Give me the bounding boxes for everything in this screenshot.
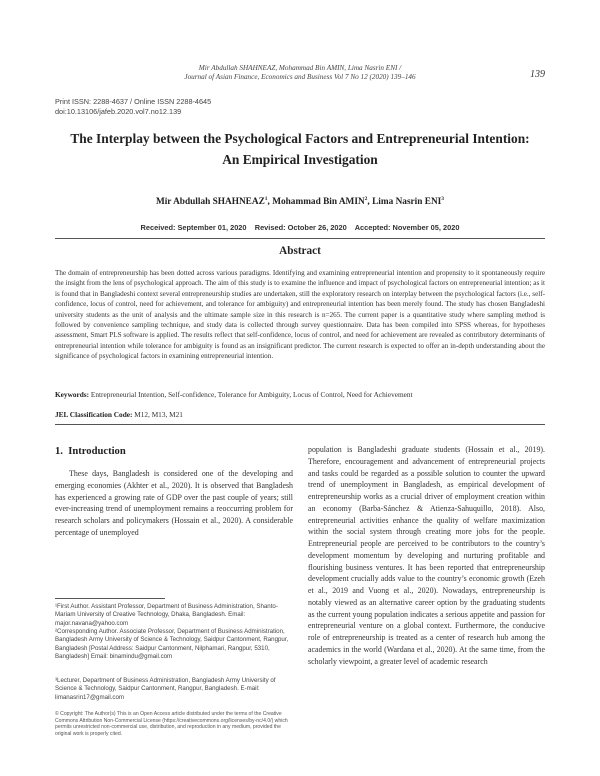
left-column xyxy=(55,468,293,539)
author-1-affiliation-mark: 1 xyxy=(264,196,268,202)
submission-dates: Received: September 01, 2020 Revised: October 26, 2020 Accepted: November 05, 2020 xyxy=(140,223,460,232)
right-column xyxy=(308,444,545,667)
paper-title-line2: An Empirical Investigation xyxy=(222,152,378,167)
author-2-affiliation-mark: 2 xyxy=(364,196,368,202)
abstract-heading: Abstract xyxy=(279,245,321,257)
paper-title xyxy=(40,128,560,170)
running-header-journal: Journal of Asian Finance, Economics and Business Vol 7 No 12 (2020) 139–146 xyxy=(184,73,416,81)
keywords-text: Entrepreneurial Intention, Self-confidence, Tolerance for Ambiguity, Locus of Control, Need for Achievement xyxy=(90,390,413,399)
author-1: Mir Abdullah SHAHNEAZ xyxy=(155,197,265,208)
jel-line xyxy=(55,410,545,419)
footnote-first-author: ¹First Author. Assistant Professor, Department of Business Administration, Shanto-Mariam University of Creative Technology, Dhaka, Bangladesh. Email: major.navana@yahoo.com xyxy=(55,603,278,627)
keywords-line xyxy=(55,390,545,399)
page-number: 139 xyxy=(530,69,545,80)
author-list: Mir Abdullah SHAHNEAZ$^1$, Mohammad Bin AMIN$^2$, Lima Nasrin ENI$^3$ xyxy=(155,196,445,208)
jel-codes: M12, M13, M21 xyxy=(134,410,183,419)
keywords-label: Keywords: xyxy=(55,390,90,399)
intro-paragraph-right: population is Bangladeshi graduate students (Hossain et al., 2019). Therefore, encouragement and advancement of entrepreneurial projects and tasks could be regarded as a possible solution to counter the upward trend of unemployment in Bangladesh, as empirical development of entrepreneurship works as a crucial driver of employment creation within an economy (Barba-Sánchez & Atienza-Sahuquillo, 2018). Also, entrepreneurial activities enhance the quality of welfare maximization within the social system through creating more jobs for the people. Entrepreneurial people are perceived to be contributors to the country’s development momentum by developing and nurturing profitable and flourishing business ventures. It has been reported that entrepreneurship development crucially adds value to the country’s economic growth (Ezeh et al., 2019 and Vuong et al., 2020). Nowadays, entrepreneurship is notably viewed as an alternative career option by the graduating students as the current young population indicates a serious appetite and passion for entrepreneurial venture on a global context. Furthermore, the conducive role of entrepreneurship is treated as a center of research hub among the academics in the world (Wardana et al., 2020). At the same time, from the scholarly viewpoint, a greater level of academic research xyxy=(308,445,545,666)
author-3-affiliation-mark: 3 xyxy=(441,196,445,202)
issn-line: Print ISSN: 2288-4637 / Online ISSN 2288-4645 xyxy=(55,97,212,106)
footnote-third-author: ³Lecturer, Department of Business Administration, Bangladesh Army University of Science & Technology, Saidpur Cantonment, Rangpur, Bangladesh. E-mail: limanasrin17@gmail.com xyxy=(55,677,276,701)
intro-paragraph-left: These days, Bangladesh is considered one of the developing and emerging economies (Akhter et al., 2020). It is observed that Bangladesh has experienced a growing rate of GDP over the past couple of years; still ever-increasing trend of unemployment remains a reoccurring problem for research scholars and policymakers (Hossain et al., 2020). A considerable percentage of unemployed xyxy=(55,469,293,537)
copyright-notice: © Copyright: The Author(s) This is an Open Access article distributed under the terms of the Creative Commons Attribution Non-Commercial License (https://creativecommons.org/licenses/by-nc/4.0/) which permits unrestricted non-commercial use, distribution, and reproduction in any medium, provided the original work is properly cited. xyxy=(55,711,288,737)
abstract-top-rule xyxy=(55,238,545,239)
footnote-corresponding-author: ²Corresponding Author. Associate Professor, Department of Business Administration, Bangladesh Army University of Science & Technology, Saidpur Cantonment, Rangpur, Bangladesh [Postal Address: Saidpur Cantonment, Nilphamari, Rangpur, 5310, Bangladesh] Email: binamindu@gmail.com xyxy=(55,628,289,660)
abstract-text: The domain of entrepreneurship has been dotted across various paradigms. Identifying and examining entrepreneurial intention and propensity to it spontaneously require the insight from the lens of psychological approach. The aim of this study is to examine the influence and impact of psychological factors on entrepreneurial intention; as it is found that in Bangladeshi context several entrepreneurship studies are undertaken, still the exploratory research on interplay between the psychological factors (i.e., self-confidence, locus of control, need for achievement, and tolerance for ambiguity) and entrepreneurial intention has been merely found. The study has chosen Bangladeshi university students as the unit of analysis and the ultimate sample size in this research is n=265. The current paper is a quantitative study where sampling method is followed by convenience sampling technique, and study data is collected through survey questionnaire. Data has been compiled into SPSS whereas, for hypotheses assessment, Smart PLS software is applied. The results reflect that self-confidence, locus of control, and need for achievement are revealed as contributory determinants of entrepreneurial intention while tolerance for ambiguity is found as an insignificant predictor. The current research is expected to offer an in-depth understanding about the significance of psychological factors in examining entrepreneurial intention. xyxy=(55,269,545,361)
doi-link[interactable]: doi:10.13106/jafeb.2020.vol7.no12.139 xyxy=(55,107,182,116)
author-2: Mohammad Bin AMIN xyxy=(272,197,365,208)
jel-label: JEL Classification Code: xyxy=(55,410,133,419)
author-3: Lima Nasrin ENI xyxy=(372,197,442,208)
section-heading-introduction: 1. Introduction xyxy=(55,446,126,457)
footnote-rule xyxy=(55,598,165,599)
running-header-authors: Mir Abdullah SHAHNEAZ, Mohammad Bin AMIN, Lima Nasrin ENI / xyxy=(198,64,402,72)
paper-title-line1: The Interplay between the Psychological Factors and Entrepreneurial Intention: xyxy=(70,131,530,146)
abstract-bottom-rule xyxy=(55,424,545,425)
issn-block xyxy=(55,97,211,117)
